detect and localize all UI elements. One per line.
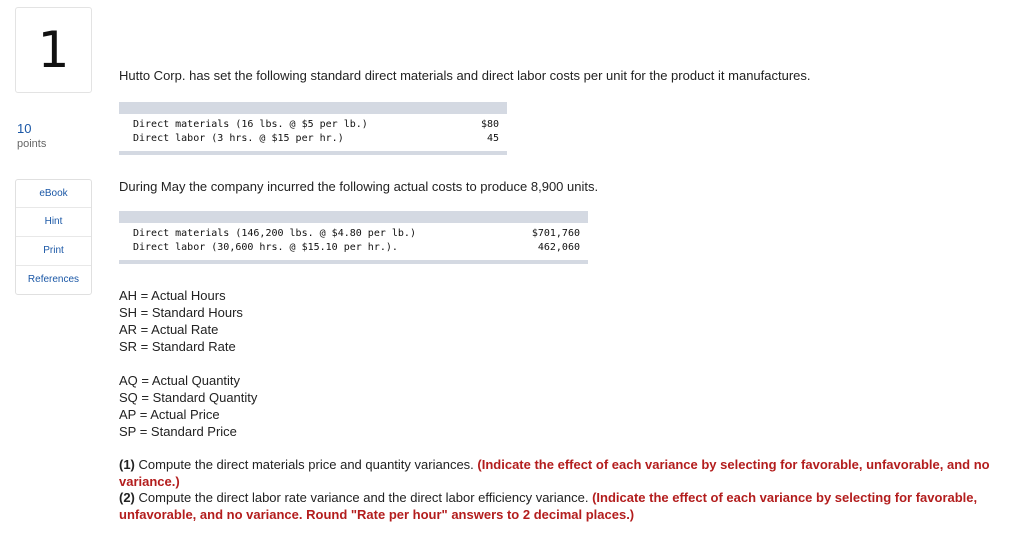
question-number: 1 — [15, 7, 92, 93]
part-text: Compute the direct materials price and quantity variances. — [134, 457, 478, 472]
table-row — [119, 132, 507, 146]
definition-item: AQ = Actual Quantity — [119, 373, 241, 388]
row-description: Direct materials (146,200 lbs. @ $4.80 per lb.) — [133, 228, 416, 239]
definition-item: AP = Actual Price — [119, 407, 220, 422]
standard-cost-table — [119, 102, 507, 155]
part-note: (Indicate the effect of each variance by selecting for favorable, unfavorable, and no variance. Round "Rate per hour" answers to 2 decimal places.) — [119, 490, 978, 522]
labor-definitions — [119, 287, 243, 355]
row-amount: $701,760 — [531, 228, 580, 239]
hint-button[interactable]: Hint — [16, 208, 91, 237]
instruction-part-1 — [119, 457, 999, 490]
table-row — [119, 241, 588, 255]
instructions — [119, 457, 999, 523]
part-number: (1) — [119, 457, 135, 472]
actual-cost-table — [119, 211, 588, 264]
print-button[interactable]: Print — [16, 237, 91, 266]
row-description: Direct labor (3 hrs. @ $15 per hr.) — [133, 133, 344, 144]
part-note: (Indicate the effect of each variance by selecting for favorable, unfavorable, and no variance.) — [119, 457, 990, 489]
problem-intro: Hutto Corp. has set the following standard direct materials and direct labor costs per unit for the product it manufactures. — [119, 68, 811, 83]
points-value: 10 — [17, 121, 32, 136]
row-amount: 45 — [486, 133, 499, 144]
instruction-part-2 — [119, 490, 999, 523]
ebook-button[interactable]: eBook — [16, 180, 91, 208]
table-row — [119, 118, 507, 132]
row-description: Direct labor (30,600 hrs. @ $15.10 per hr.). — [133, 242, 398, 253]
table-row — [119, 227, 588, 241]
references-button[interactable]: References — [27, 274, 80, 285]
part-text: Compute the direct labor rate variance and the direct labor efficiency variance. — [134, 490, 593, 505]
actual-costs-intro: During May the company incurred the following actual costs to produce 8,900 units. — [119, 179, 599, 194]
row-description: Direct materials (16 lbs. @ $5 per lb.) — [133, 119, 368, 130]
definition-item: SH = Standard Hours — [119, 305, 243, 320]
definition-item: SR = Standard Rate — [119, 339, 236, 354]
points-label: points — [17, 138, 47, 150]
definition-item: AH = Actual Hours — [119, 288, 226, 303]
definition-item: SP = Standard Price — [119, 424, 237, 439]
materials-definitions — [119, 372, 257, 440]
definition-item: AR = Actual Rate — [119, 322, 219, 337]
question-tools-sidebar — [15, 179, 92, 295]
row-amount: 462,060 — [537, 242, 580, 253]
row-amount: $80 — [480, 119, 499, 130]
part-number: (2) — [119, 490, 135, 505]
definition-item: SQ = Standard Quantity — [119, 390, 258, 405]
